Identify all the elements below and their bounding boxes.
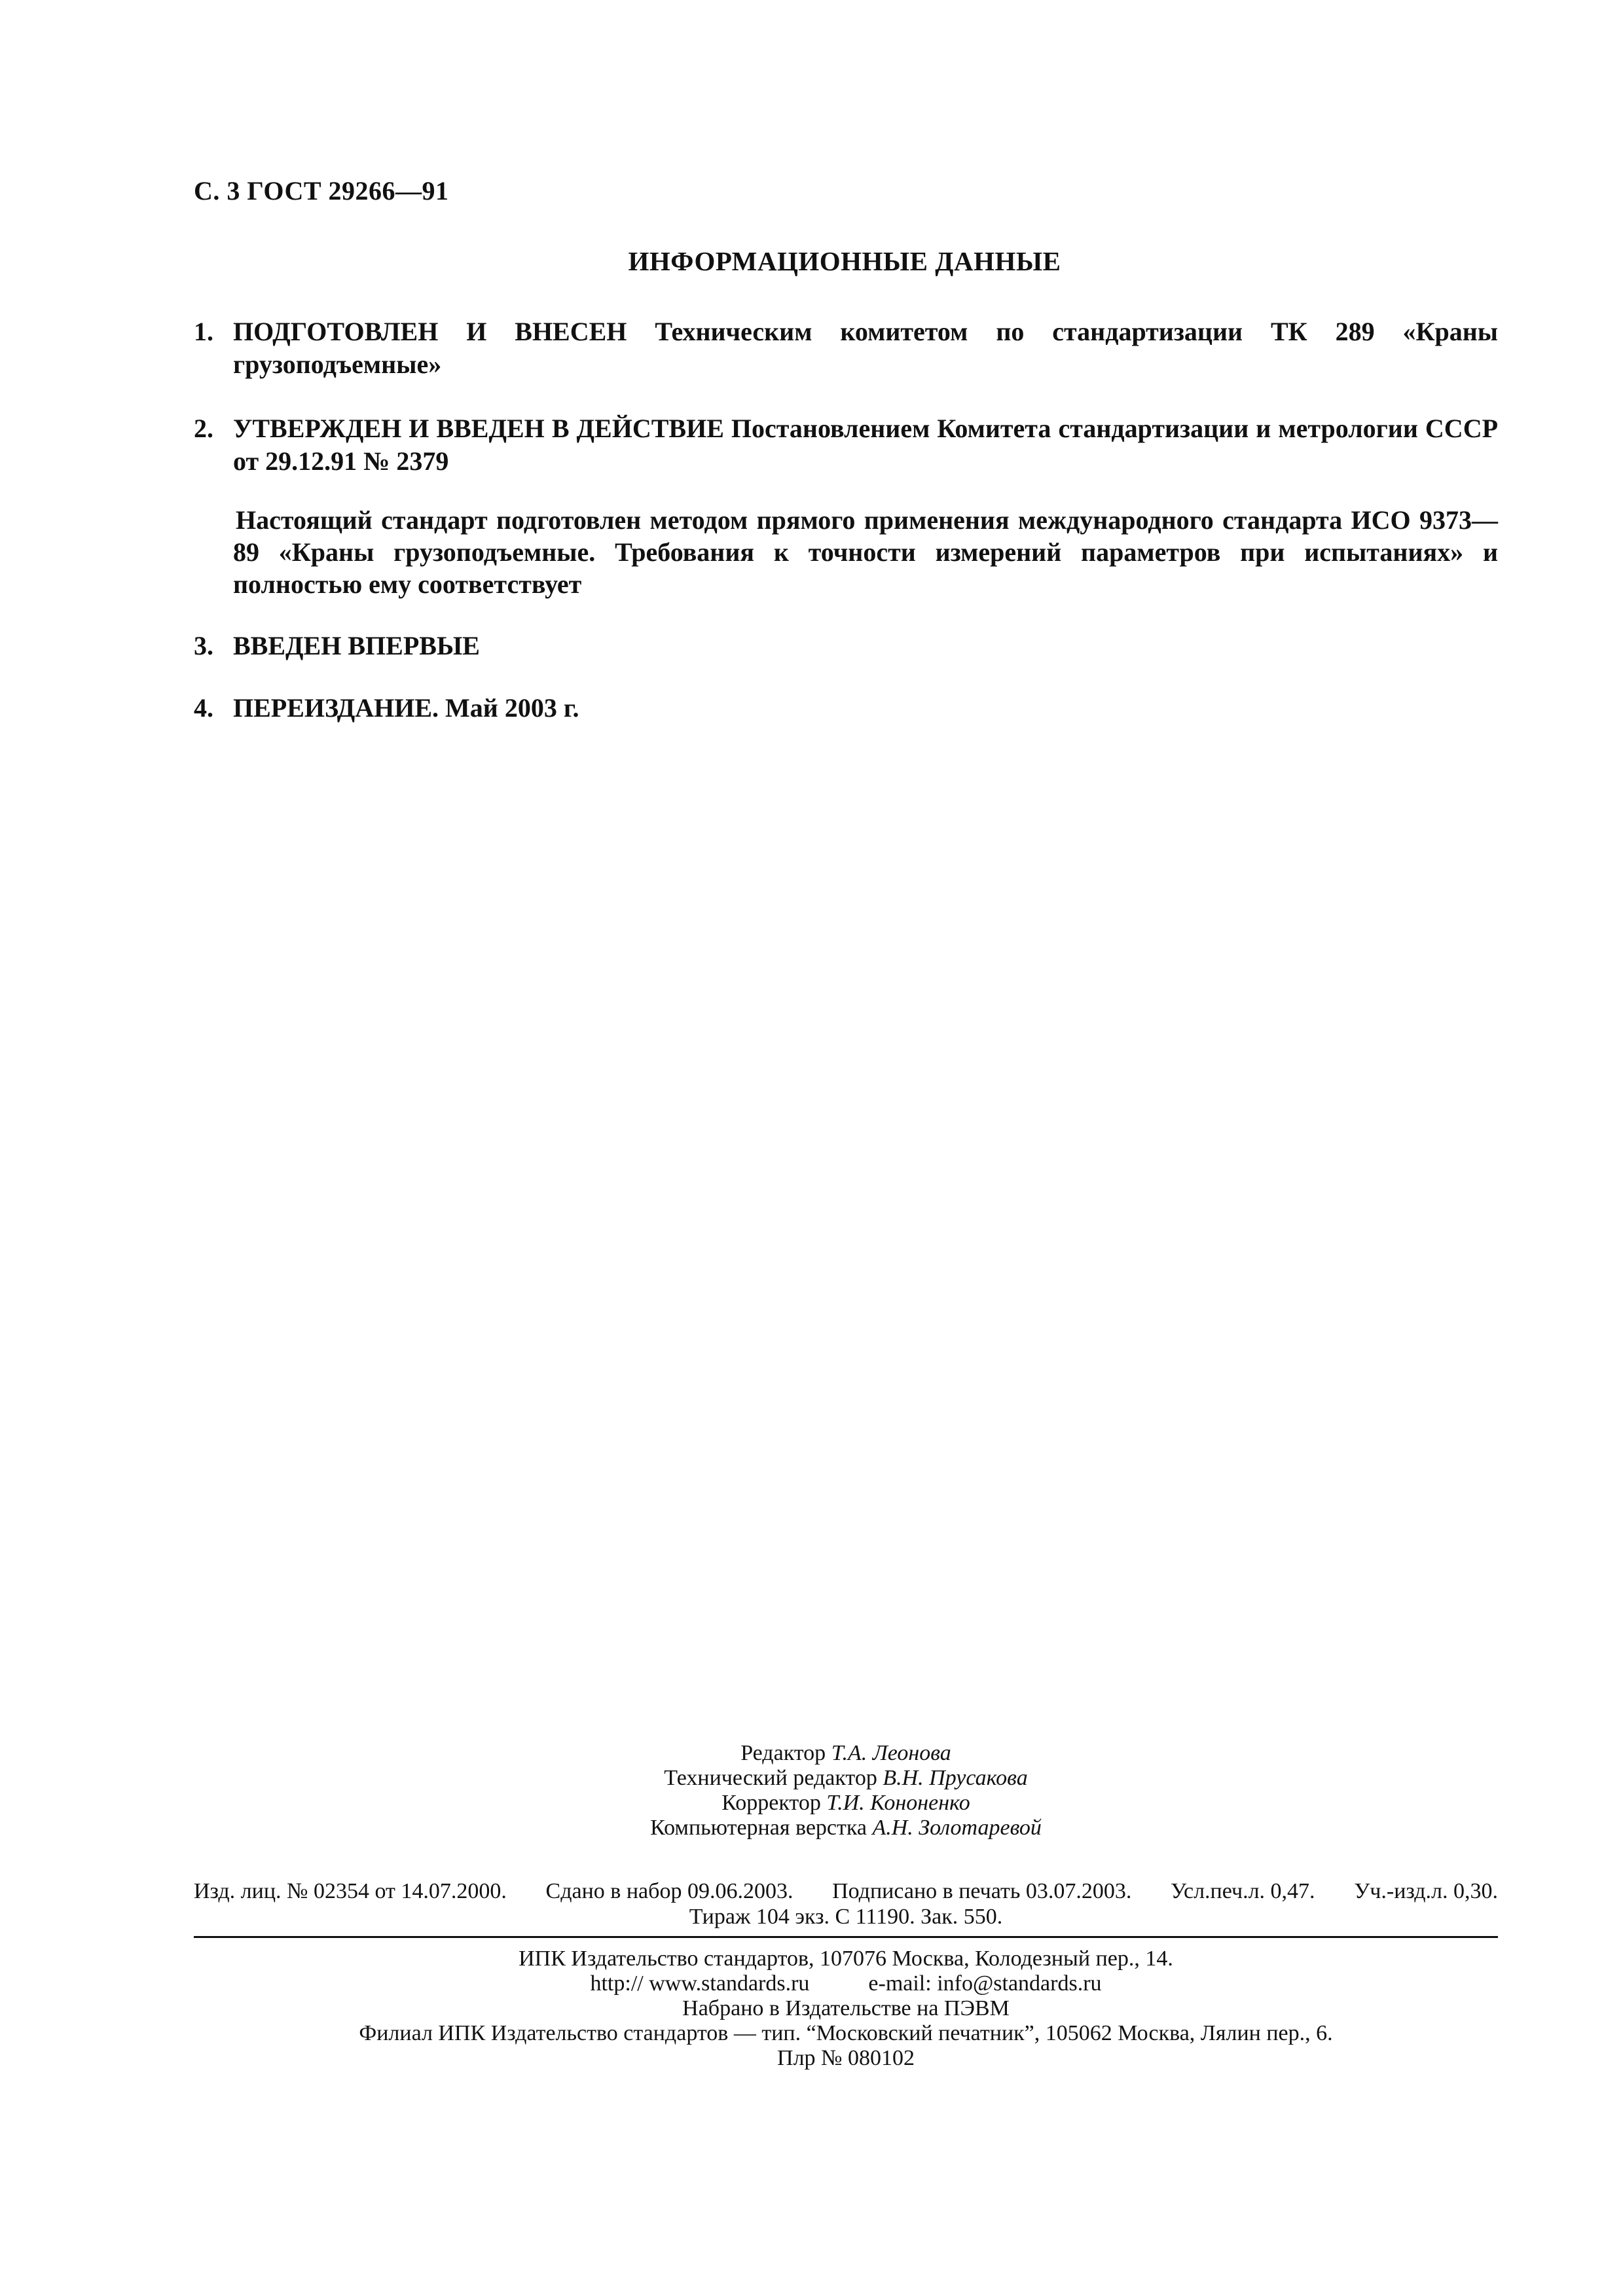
- info-item-4: [194, 692, 1498, 725]
- item-number: 2.: [194, 414, 213, 443]
- item-lead: УТВЕРЖДЕН И ВВЕДЕН В ДЕЙСТВИЕ: [233, 414, 724, 443]
- credit-technical-editor: Технический редактор В.Н. Прусакова: [664, 1766, 1028, 1790]
- item-number: 3.: [194, 631, 213, 660]
- publisher-website: http:// www.standards.ru: [590, 1971, 810, 1996]
- section-title: ИНФОРМАЦИОННЫЕ ДАННЫЕ: [628, 246, 1061, 276]
- publisher-block: [194, 1946, 1498, 2071]
- item-text: Техническим комитетом по стандартизации ТК 289 «Краны грузоподъемные»: [233, 317, 1499, 379]
- item-lead: ВВЕДЕН ВПЕРВЫЕ: [233, 631, 480, 660]
- imprint-sent: Сдано в набор 09.06.2003.: [545, 1879, 793, 1903]
- item-lead: ПЕРЕИЗДАНИЕ.: [233, 693, 439, 723]
- item-text: Постановлением Комитета стандартизации и метрологии СССР от 29.12.91 № 2379: [233, 414, 1499, 476]
- publisher-license: Плр № 080102: [777, 2046, 915, 2070]
- credit-proofreader: Корректор Т.И. Кононенко: [721, 1791, 970, 1815]
- info-item-3: [194, 630, 1498, 662]
- page-header: С. 3 ГОСТ 29266—91: [194, 176, 449, 206]
- horizontal-rule: [194, 1936, 1498, 1938]
- info-item-1: [194, 315, 1498, 381]
- credit-editor: Редактор Т.А. Леонова: [740, 1741, 951, 1765]
- item-number: 1.: [194, 317, 213, 346]
- standard-note: Настоящий стандарт подготовлен методом прямого применения международного стандарта ИСО 9373—89 «Краны грузоподъемные. Требования к точности измерений параметров при испытаниях» и полностью ему соответствует: [233, 505, 1498, 599]
- imprint-pub-sheets: Уч.-изд.л. 0,30.: [1354, 1879, 1498, 1903]
- imprint-block: [194, 1878, 1498, 1929]
- credit-layout: Компьютерная верстка А.Н. Золотаревой: [650, 1816, 1042, 1840]
- imprint-run: Тираж 104 экз. С 11190. Зак. 550.: [689, 1905, 1003, 1929]
- publisher-email: e-mail: info@standards.ru: [868, 1971, 1102, 1996]
- item-number: 4.: [194, 693, 213, 723]
- imprint-license: Изд. лиц. № 02354 от 14.07.2000.: [194, 1879, 507, 1903]
- publisher-typeset: Набрано в Издательстве на ПЭВМ: [682, 1996, 1010, 2020]
- publisher-branch: Филиал ИПК Издательство стандартов — тип. “Московский печатник”, 105062 Москва, Лялин пер., 6.: [359, 2021, 1333, 2045]
- info-item-2: [194, 412, 1498, 478]
- item-lead: ПОДГОТОВЛЕН И ВНЕСЕН: [233, 317, 627, 346]
- publisher-contacts: [194, 1971, 1498, 1996]
- imprint-print-sheets: Усл.печ.л. 0,47.: [1171, 1879, 1315, 1903]
- credits-block: [194, 1741, 1498, 1840]
- imprint-details: [194, 1878, 1498, 1904]
- imprint-signed: Подписано в печать 03.07.2003.: [832, 1879, 1132, 1903]
- item-text: Май 2003 г.: [445, 693, 579, 723]
- publisher-address: ИПК Издательство стандартов, 107076 Москва, Колодезный пер., 14.: [519, 1946, 1173, 1971]
